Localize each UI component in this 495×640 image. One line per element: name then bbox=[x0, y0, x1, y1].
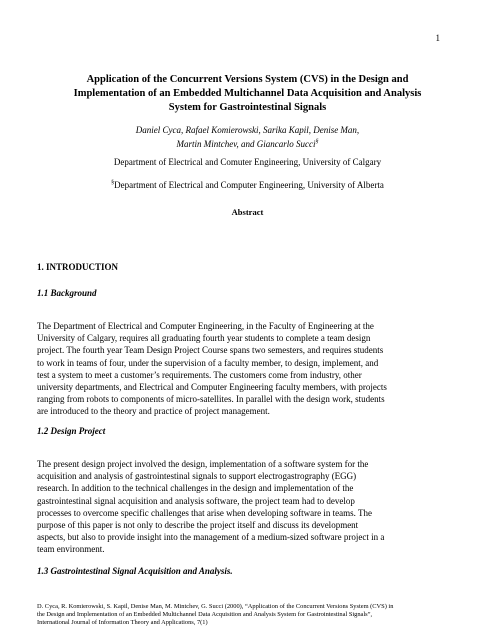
section-heading-introduction: 1. INTRODUCTION bbox=[37, 262, 119, 272]
paragraph-background bbox=[37, 320, 459, 418]
text-line: gastrointestinal signal acquisition and analysis software, the project team had to develop bbox=[37, 495, 355, 506]
subsection-heading-gastrointestinal: 1.3 Gastrointestinal Signal Acquisition and Analysis. bbox=[37, 566, 233, 576]
author-line bbox=[40, 136, 455, 150]
text-line: The present design project involved the design, implementation of a software system for the bbox=[37, 459, 369, 469]
affiliation-text: Department of Electrical and Computer Engineering, University of Alberta bbox=[114, 180, 384, 190]
text-line: ranging from robots to components of micro-satellites. In parallel with the design work, students bbox=[37, 394, 385, 405]
text-line: aspects, but also to provide insight into the management of a medium-sized software project in a bbox=[37, 532, 385, 543]
title-line: System for Gastrointestinal Signals bbox=[168, 102, 327, 113]
footer-line: the Design and Implementation of an Embedded Multichannel Data Acquisition and Analysis System for Gastrointestinal Signals”, bbox=[37, 611, 373, 619]
affiliation-marker: § bbox=[111, 180, 115, 186]
text-line: acquisition and analysis of gastrointestinal signals to support electrogastrography (EGG) bbox=[37, 471, 357, 482]
affiliation-marker: § bbox=[315, 139, 319, 145]
footer-line: International Journal of Information Theory and Applications, 7(1) bbox=[37, 619, 208, 627]
affiliation-primary: Department of Electrical and Comuter Engineering, University of Calgary bbox=[113, 157, 382, 167]
subsection-heading-design-project: 1.2 Design Project bbox=[37, 426, 106, 436]
text-line: project. The fourth year Team Design Project Course spans two semesters, and requires students bbox=[37, 345, 384, 356]
text-line: to work in teams of four, under the supervision of a faculty member, to design, implement, and bbox=[37, 357, 379, 368]
text-line: university departments, and Electrical and Computer Engineering faculty members, with projects bbox=[37, 382, 387, 393]
author-names: Martin Mintchev, and Giancarlo Succi bbox=[176, 139, 316, 149]
text-line: processes to overcome specific challenges that arise when developing software in teams. The bbox=[37, 507, 372, 518]
text-line: research. In addition to the technical challenges in the design and implementation of the bbox=[37, 483, 354, 494]
text-line: The Department of Electrical and Computer Engineering, in the Faculty of Engineering at the bbox=[37, 321, 374, 331]
affiliation-secondary bbox=[40, 180, 455, 190]
abstract-heading: Abstract bbox=[231, 207, 264, 217]
footer-line: D. Cyca, R. Komierowski, S. Kapil, Denise Man, M. Mintchev, G. Succi (2000), “Application of the Concurrent Versions System (CVS) in bbox=[37, 603, 394, 610]
text-line: University of Calgary, requires all graduating fourth year students to complete a team design bbox=[37, 333, 371, 344]
text-line: team environment. bbox=[37, 544, 105, 555]
subsection-heading-background: 1.1 Background bbox=[37, 288, 97, 298]
paragraph-design-project bbox=[37, 458, 459, 556]
text-line: purpose of this paper is not only to describe the project itself and discuss its development bbox=[37, 520, 359, 531]
citation-footer bbox=[37, 603, 462, 628]
author-list bbox=[40, 124, 455, 150]
author-line: Daniel Cyca, Rafael Komierowski, Sarika Kapil, Denise Man, bbox=[135, 125, 360, 135]
text-line: are introduced to the theory and practice of project management. bbox=[37, 406, 270, 417]
title-line: Application of the Concurrent Versions System (CVS) in the Design and bbox=[86, 74, 409, 85]
page-number: 1 bbox=[435, 33, 440, 43]
paper-title bbox=[40, 73, 455, 115]
text-line: test a system to meet a customer’s requirements. The customers come from industry, other bbox=[37, 369, 362, 380]
title-line: Implementation of an Embedded Multichannel Data Acquisition and Analysis bbox=[73, 88, 422, 99]
